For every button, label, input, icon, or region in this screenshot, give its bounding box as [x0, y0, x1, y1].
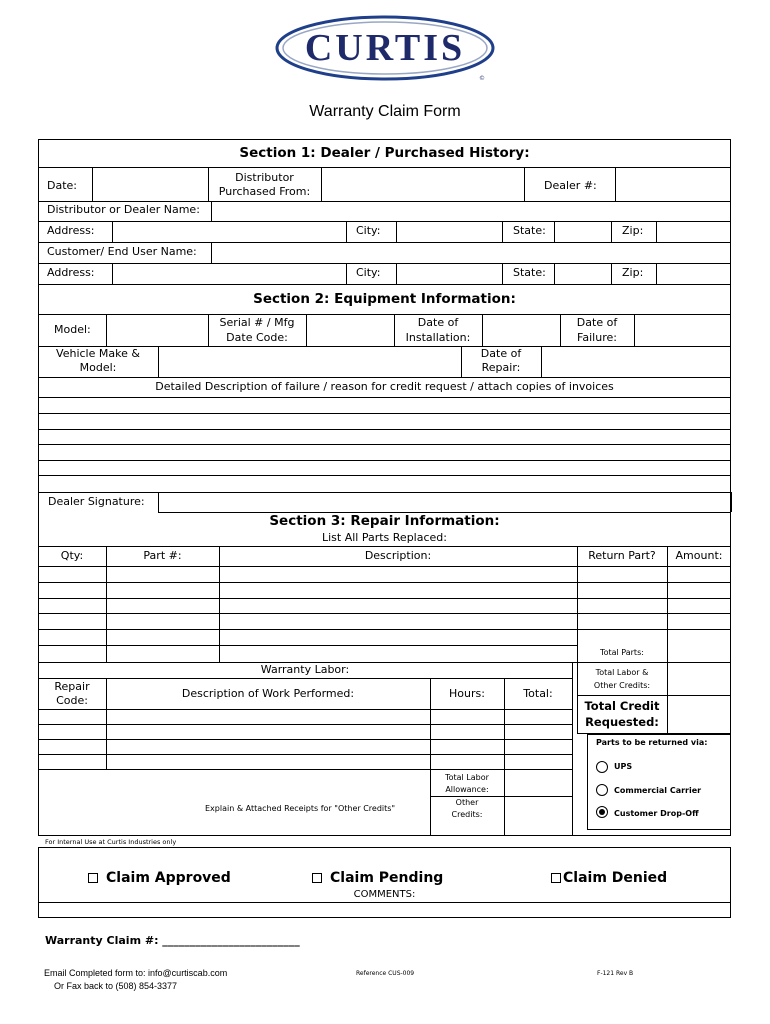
- total-labor-allowance-label-1: Total Labor: [445, 773, 489, 782]
- return-part-header: Return Part?: [588, 549, 656, 562]
- model-field[interactable]: [106, 314, 208, 346]
- repair-code-label-2: Code:: [56, 694, 88, 707]
- section3-subtitle: List All Parts Replaced:: [321, 531, 447, 544]
- claim-pending-checkbox[interactable]: [312, 873, 322, 883]
- claim-pending[interactable]: [312, 870, 443, 886]
- form-revision: F-121 Rev B: [597, 970, 634, 977]
- commercial-carrier-label: Commercial Carrier: [614, 786, 702, 795]
- email-line: Email Completed form to: info@curtiscab.com: [44, 968, 228, 978]
- total-labor-credits-field[interactable]: [668, 663, 730, 695]
- date-field[interactable]: [92, 167, 208, 202]
- claim-approved-checkbox[interactable]: [88, 873, 98, 883]
- explain-label: Explain & Attached Receipts for "Other Credits": [205, 804, 396, 813]
- ups-radio[interactable]: [596, 761, 608, 773]
- dealer-no-label: Dealer #:: [544, 179, 597, 192]
- zip-field[interactable]: [656, 221, 731, 242]
- claim-denied-label: Claim Denied: [563, 870, 668, 886]
- zip2-label: Zip:: [622, 266, 644, 279]
- signature-label: Dealer Signature:: [48, 495, 145, 508]
- form-title: Warranty Claim Form: [309, 103, 461, 120]
- labor-table[interactable]: [38, 709, 572, 769]
- return-via-label: Parts to be returned via:: [596, 738, 708, 747]
- claim-approved[interactable]: [88, 870, 231, 886]
- total-label: Total:: [523, 687, 553, 700]
- warranty-claim-number: Warranty Claim #: _________________________: [45, 934, 300, 947]
- total-credit-label-2: Requested:: [585, 715, 659, 729]
- total-credit-field[interactable]: [668, 697, 730, 733]
- address2-label: Address:: [47, 266, 95, 279]
- ups-label: UPS: [614, 762, 633, 771]
- date-label: Date:: [47, 179, 77, 192]
- failure-label-1: Date of: [576, 316, 618, 329]
- section2-title: Section 2: Equipment Information:: [253, 291, 516, 307]
- reference-number: Reference CUS-009: [356, 970, 415, 977]
- install-label-1: Date of: [417, 316, 459, 329]
- serial-label-1: Serial # / Mfg: [219, 316, 295, 329]
- vehicle-field[interactable]: [158, 346, 461, 377]
- svg-text:©: ©: [479, 75, 485, 82]
- city-label: City:: [356, 224, 381, 237]
- city2-label: City:: [356, 266, 381, 279]
- distributor-label-1: Distributor: [235, 171, 294, 184]
- install-label-2: Installation:: [405, 331, 471, 344]
- serial-label-2: Date Code:: [226, 331, 288, 344]
- fax-line: Or Fax back to (508) 854-3377: [54, 981, 178, 991]
- total-credit-label-1: Total Credit: [584, 699, 660, 713]
- zip2-field[interactable]: [656, 263, 731, 284]
- vehicle-label-1: Vehicle Make &: [56, 347, 140, 360]
- part-header: Part #:: [143, 549, 182, 562]
- other-credits-label-2: Credits:: [451, 810, 483, 819]
- customer-field[interactable]: [211, 242, 731, 263]
- distributor-field[interactable]: [321, 167, 524, 202]
- comments-label: COMMENTS:: [353, 889, 416, 900]
- state2-label: State:: [513, 266, 546, 279]
- serial-field[interactable]: [306, 314, 394, 346]
- address-field[interactable]: [112, 221, 346, 242]
- claim-pending-label: Claim Pending: [330, 870, 444, 886]
- description-header: Description:: [364, 549, 432, 562]
- other-credits-label-1: Other: [455, 798, 479, 807]
- hours-label: Hours:: [449, 687, 485, 700]
- amount-header: Amount:: [675, 549, 723, 562]
- detail-lines[interactable]: [38, 397, 731, 492]
- dealer-no-field[interactable]: [615, 167, 731, 202]
- repair-date-label-1: Date of: [480, 347, 522, 360]
- qty-header: Qty:: [60, 549, 84, 562]
- section3-title: Section 3: Repair Information:: [269, 513, 500, 529]
- state2-field[interactable]: [554, 263, 611, 284]
- section1-title: Section 1: Dealer / Purchased History:: [239, 145, 530, 161]
- address2-field[interactable]: [112, 263, 346, 284]
- warranty-labor-label: Warranty Labor:: [260, 663, 350, 676]
- distributor-label-2: Purchased From:: [218, 185, 311, 198]
- customer-drop-off-radio[interactable]: [596, 806, 608, 818]
- state-label: State:: [513, 224, 546, 237]
- total-labor-allowance-label-2: Allowance:: [445, 785, 489, 794]
- failure-label-2: Failure:: [577, 331, 617, 344]
- install-date-field[interactable]: [482, 314, 560, 346]
- state-field[interactable]: [554, 221, 611, 242]
- repair-code-label-1: Repair: [54, 680, 90, 693]
- model-label: Model:: [54, 323, 91, 336]
- internal-use-label: For Internal Use at Curtis Industries only: [45, 838, 177, 846]
- signature-field[interactable]: [158, 492, 731, 512]
- city2-field[interactable]: [396, 263, 502, 284]
- total-labor-credits-label-1: Total Labor &: [595, 668, 649, 677]
- repair-date-field[interactable]: [541, 346, 731, 377]
- claim-denied[interactable]: [551, 870, 667, 886]
- total-parts-label: Total Parts:: [600, 648, 644, 657]
- commercial-carrier-radio[interactable]: [596, 784, 608, 796]
- repair-date-label-2: Repair:: [481, 361, 521, 374]
- claim-denied-checkbox[interactable]: [551, 873, 561, 883]
- customer-drop-off-label: Customer Drop-Off: [614, 809, 699, 818]
- failure-date-field[interactable]: [634, 314, 731, 346]
- city-field[interactable]: [396, 221, 502, 242]
- customer-label: Customer/ End User Name:: [47, 245, 197, 258]
- distributor-dealer-name-label: Distributor or Dealer Name:: [47, 203, 200, 216]
- zip-label: Zip:: [622, 224, 644, 237]
- svg-text:CURTIS: CURTIS: [304, 27, 466, 69]
- distributor-dealer-name-field[interactable]: [211, 201, 731, 221]
- curtis-logo: [274, 14, 496, 84]
- claim-approved-label: Claim Approved: [106, 870, 231, 886]
- work-desc-label: Description of Work Performed:: [181, 687, 355, 700]
- vehicle-label-2: Model:: [79, 361, 117, 374]
- address-label: Address:: [47, 224, 95, 237]
- total-labor-credits-label-2: Other Credits:: [593, 681, 651, 690]
- detail-label: Detailed Description of failure / reason for credit request / attach copies of invoices: [155, 380, 614, 393]
